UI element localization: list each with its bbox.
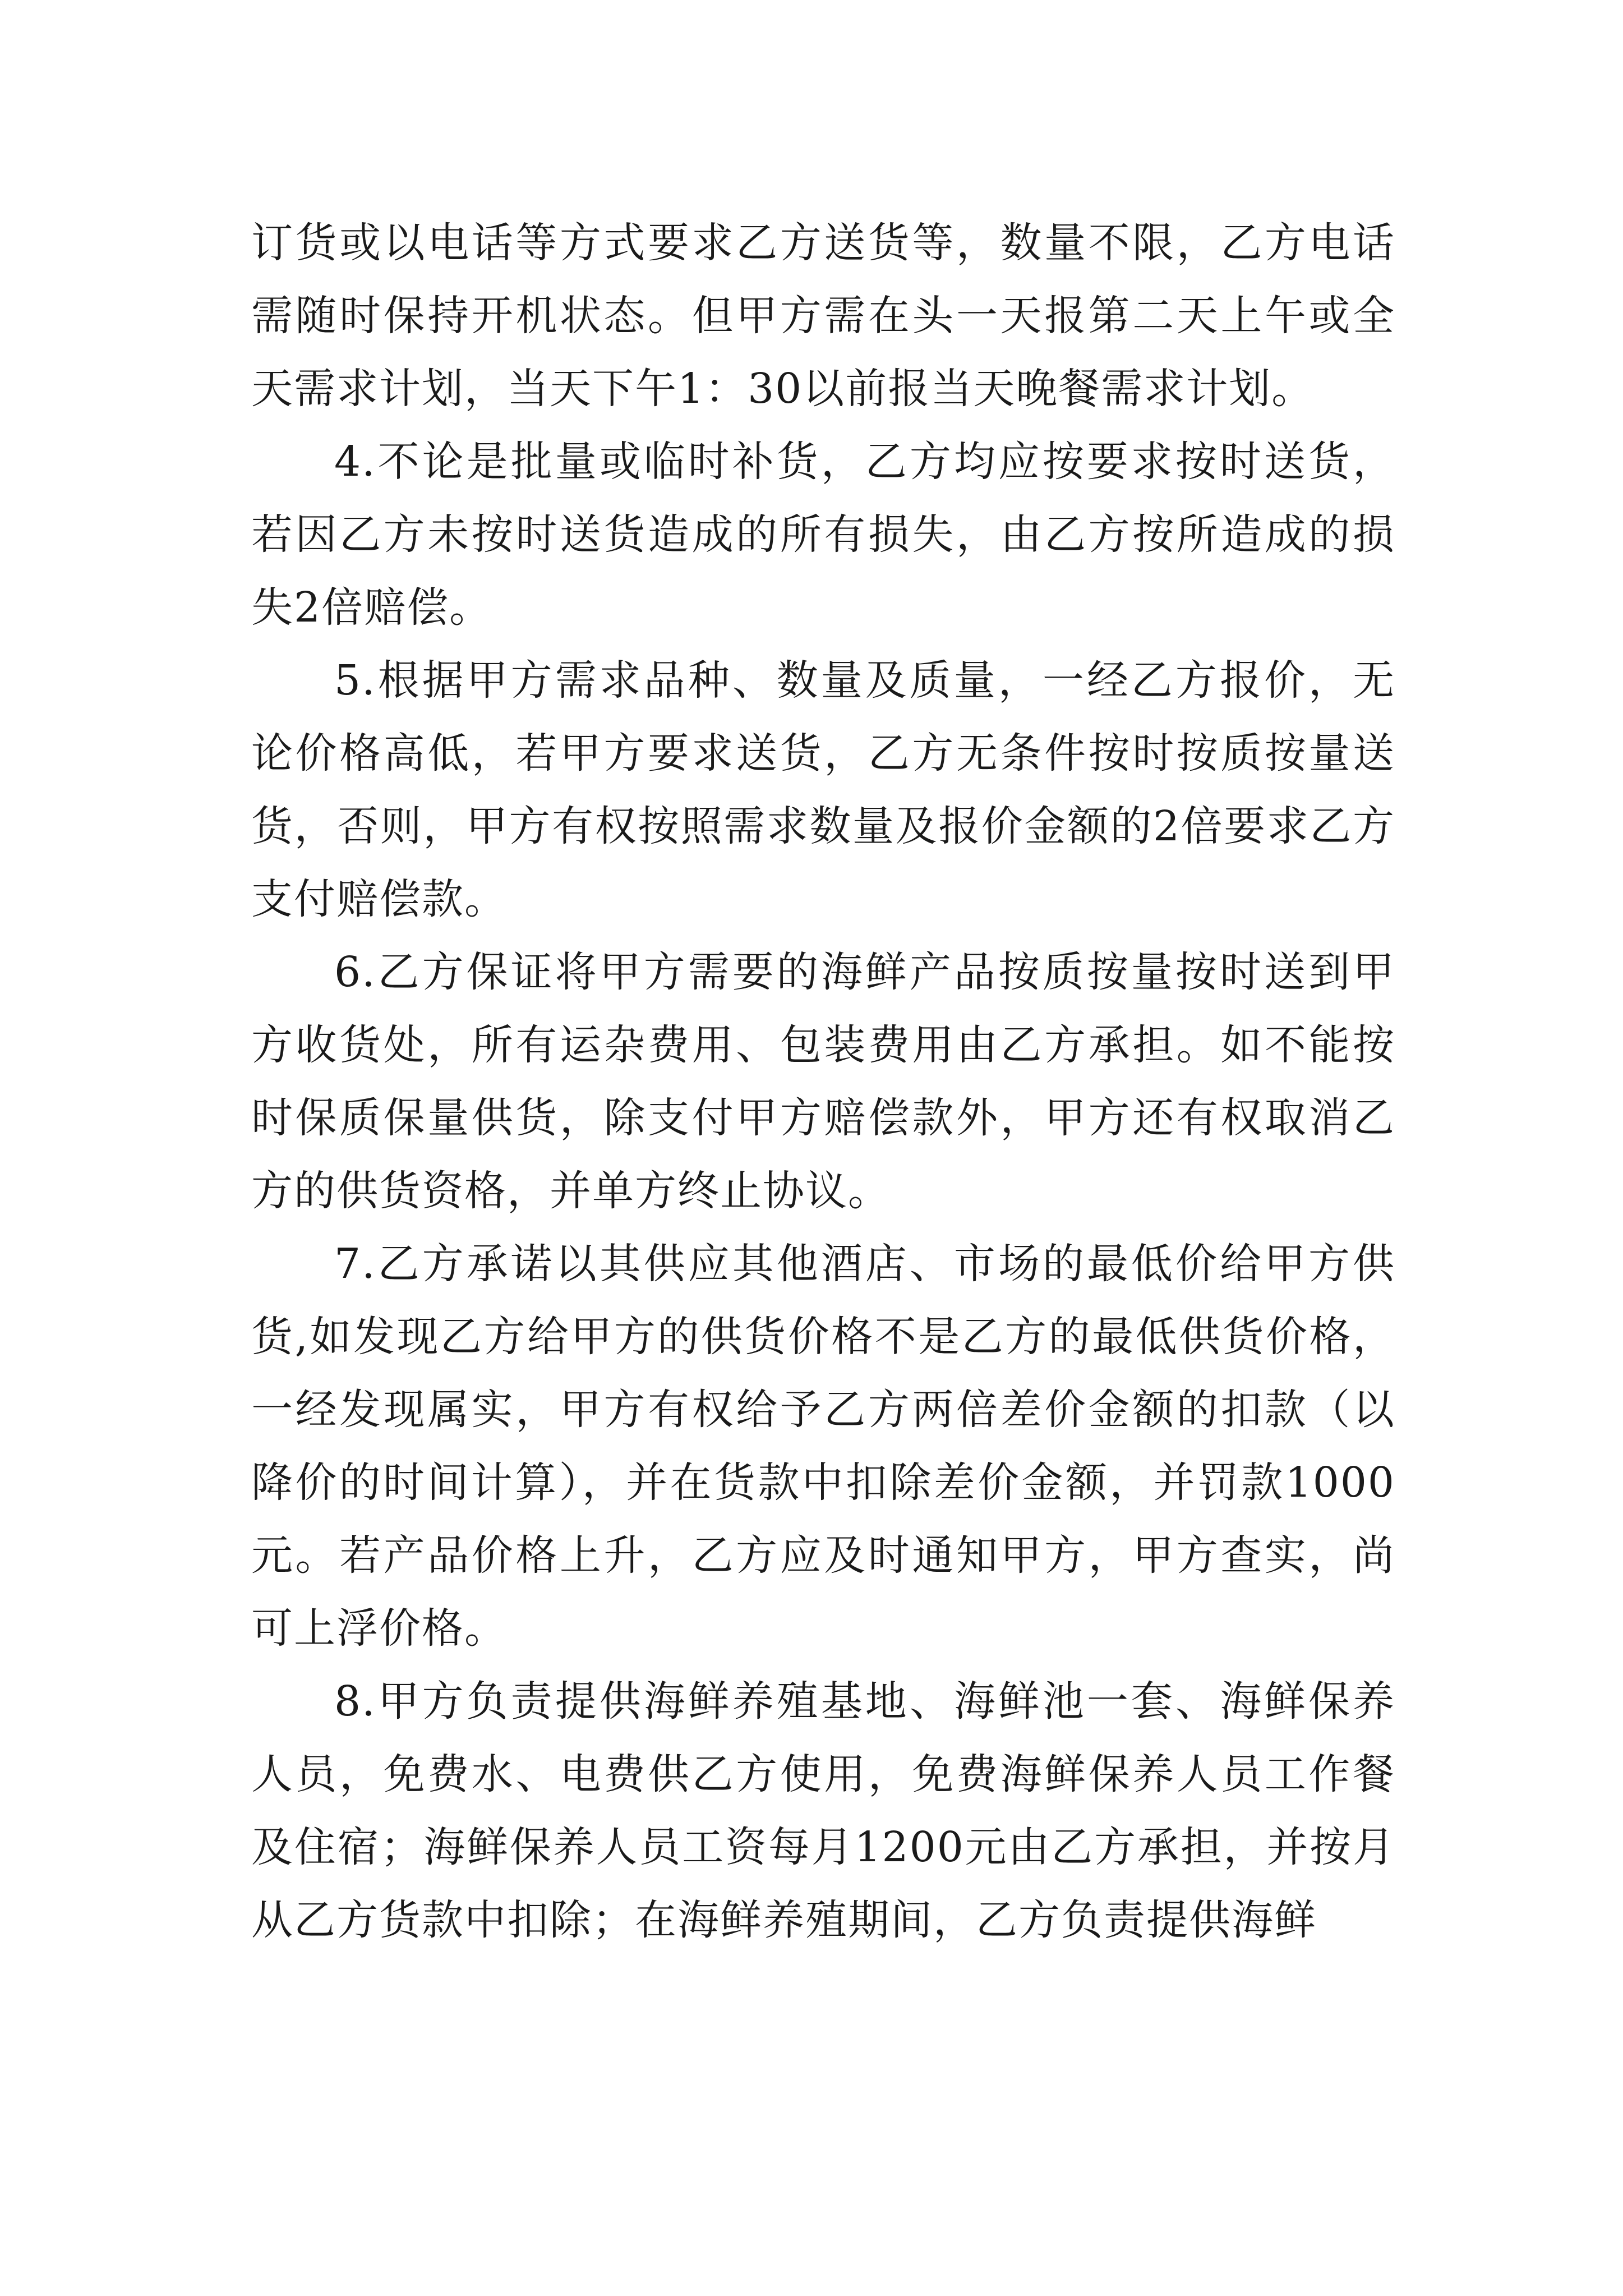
paragraph-continuation: 订货或以电话等方式要求乙方送货等，数量不限，乙方电话需随时保持开机状态。但甲方需在头一天报第二天上午或全天需求计划，当天下午1：30以前报当天晚餐需求计划。 [251,219,1395,413]
paragraph-clause-7: 7.乙方承诺以其供应其他酒店、市场的最低价给甲方供货,如发现乙方给甲方的供货价格不是乙方的最低供货价格，一经发现属实，甲方有权给予乙方两倍差价金额的扣款（以降价的时间计算），并在货款中扣除差价金额，并罚款1000元。若产品价格上升，乙方应及时通知甲方，甲方查实，尚可上浮价格。 [251,1240,1395,1653]
paragraph-clause-8: 8.甲方负责提供海鲜养殖基地、海鲜池一套、海鲜保养人员，免费水、电费供乙方使用，免费海鲜保养人员工作餐及住宿；海鲜保养人员工资每月1200元由乙方承担，并按月从乙方货款中扣除；在海鲜养殖期间，乙方负责提供海鲜 [251,1677,1395,1944]
paragraph-clause-4: 4.不论是批量或临时补货，乙方均应按要求按时送货，若因乙方未按时送货造成的所有损失，由乙方按所造成的损失2倍赔偿。 [251,438,1395,632]
paragraph-clause-5: 5.根据甲方需求品种、数量及质量，一经乙方报价，无论价格高低，若甲方要求送货，乙方无条件按时按质按量送货，否则，甲方有权按照需求数量及报价金额的2倍要求乙方支付赔偿款。 [251,656,1395,923]
document-body [251,206,1395,1957]
paragraph-clause-6: 6.乙方保证将甲方需要的海鲜产品按质按量按时送到甲方收货处，所有运杂费用、包装费用由乙方承担。如不能按时保质保量供货，除支付甲方赔偿款外，甲方还有权取消乙方的供货资格，并单方终止协议。 [251,948,1395,1215]
